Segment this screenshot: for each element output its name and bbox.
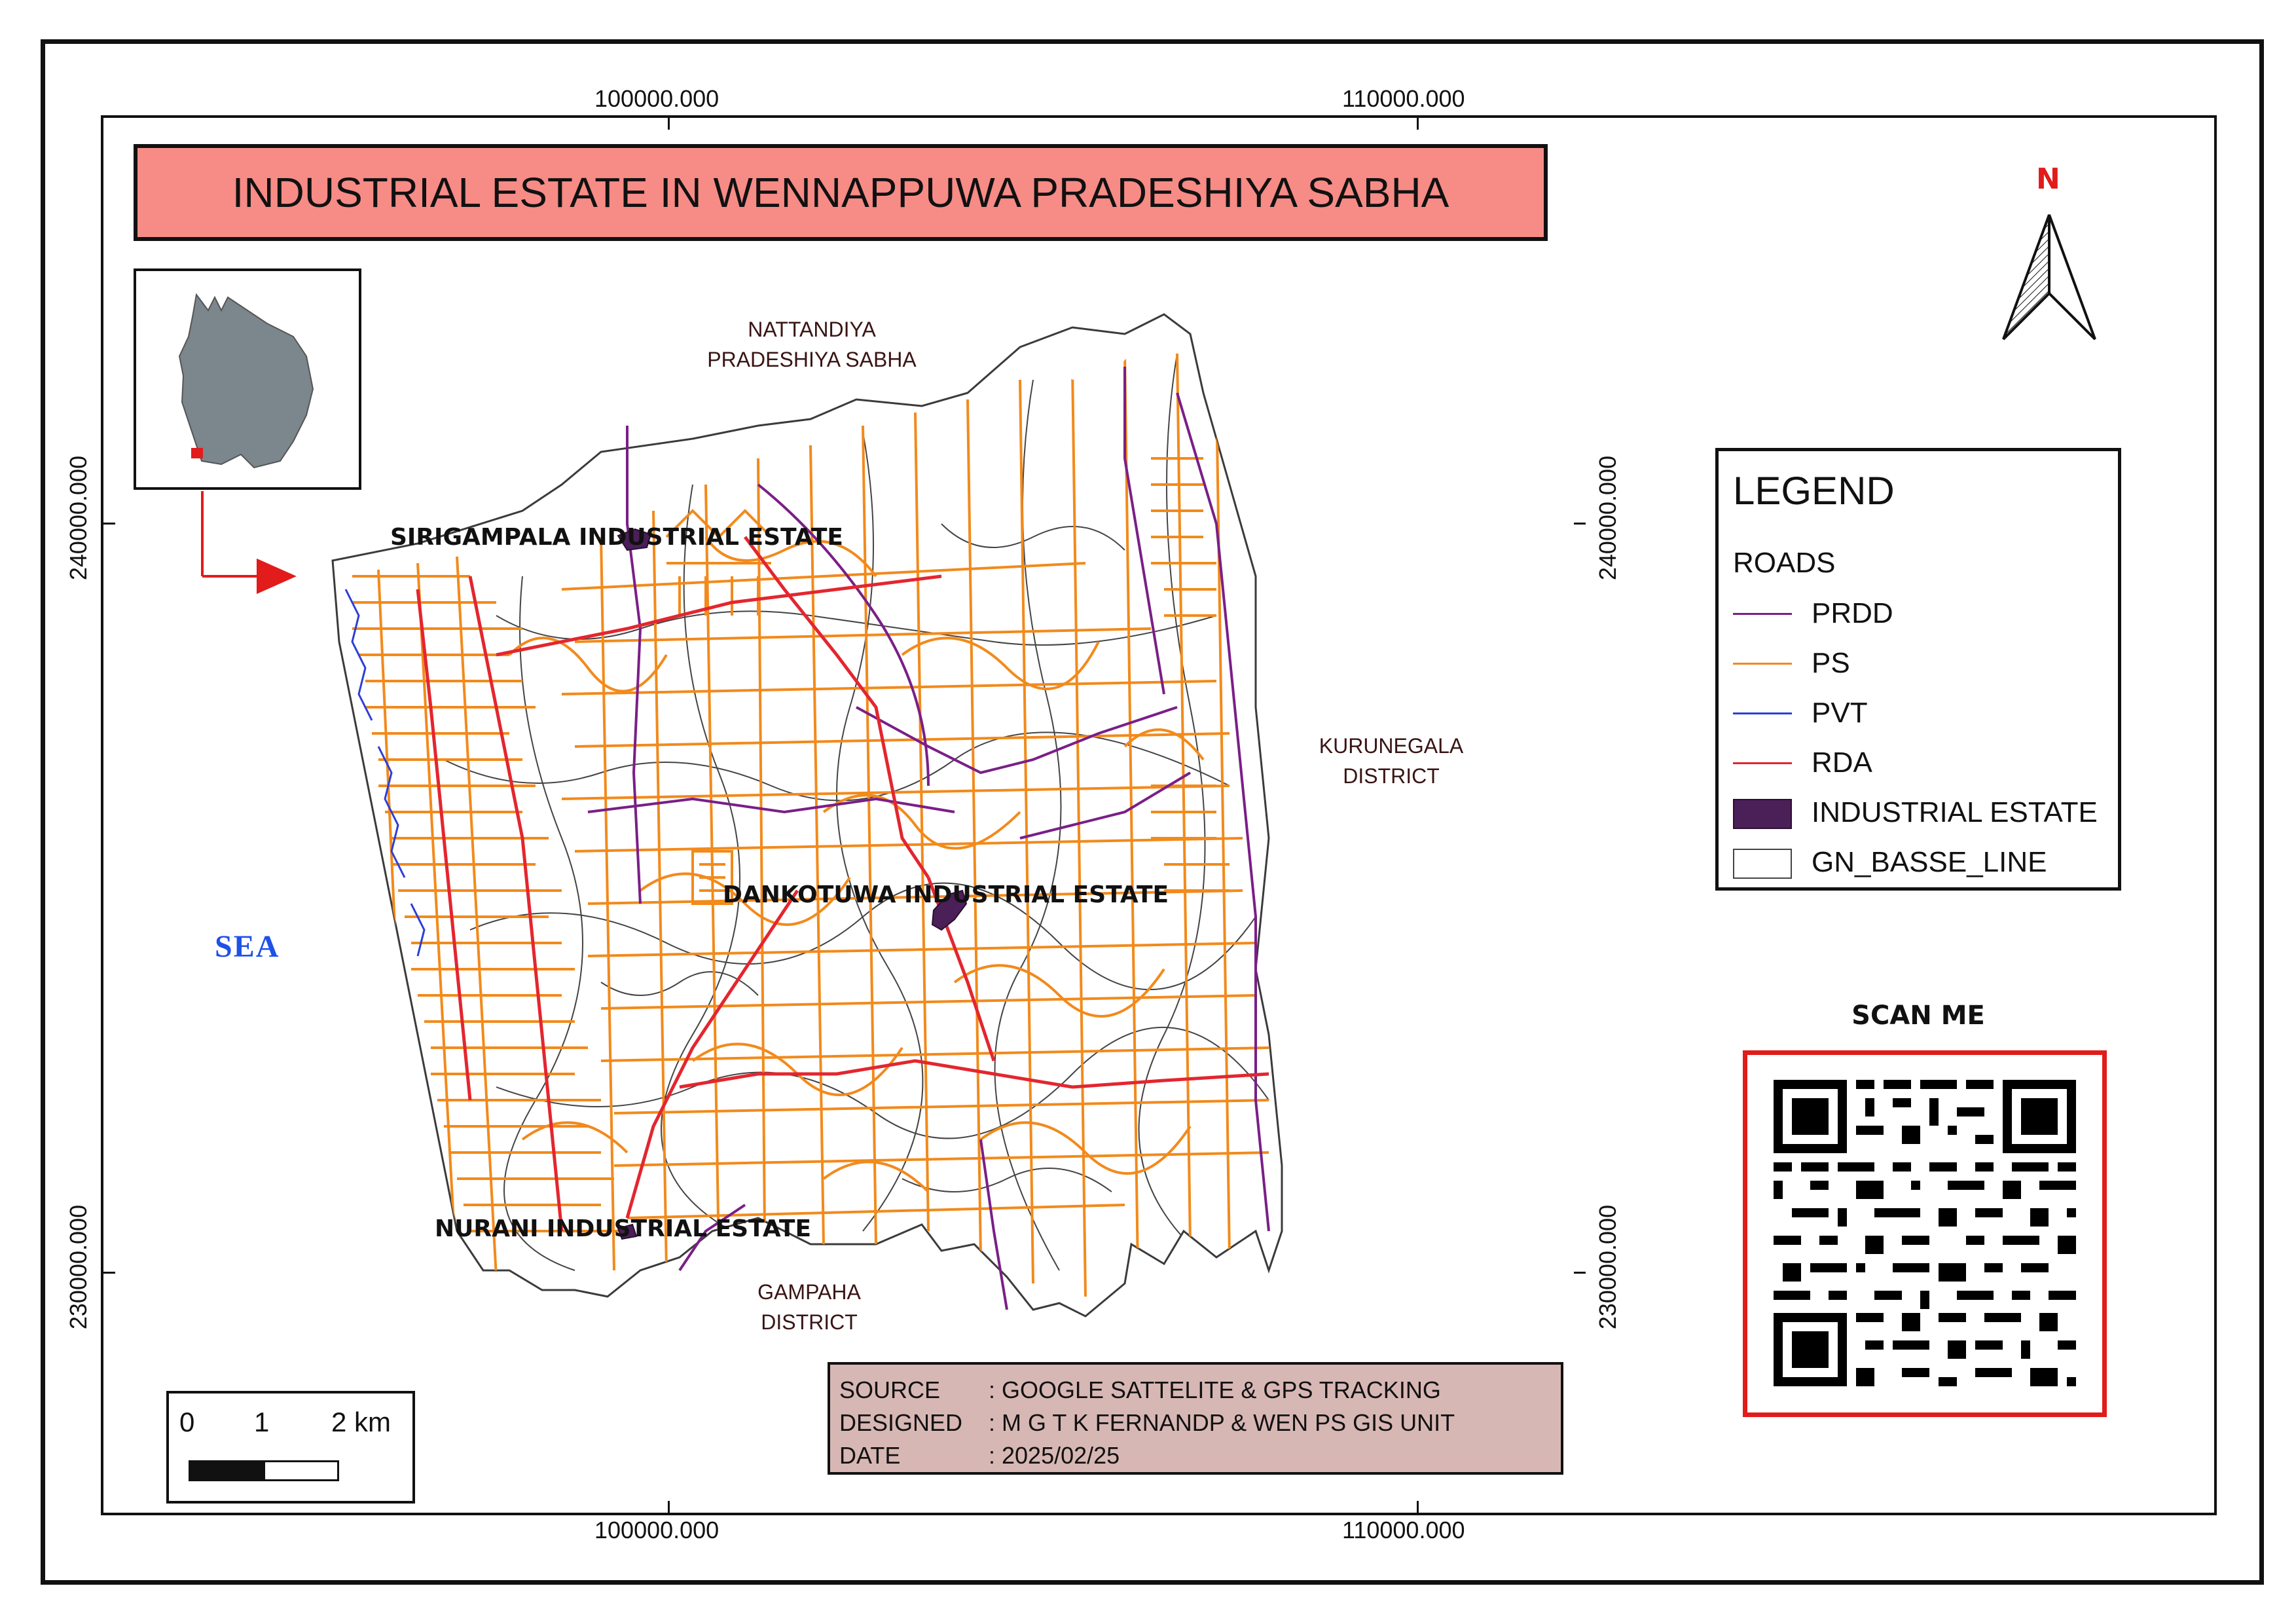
east-line1: KURUNEGALA xyxy=(1319,734,1464,758)
place-label-north xyxy=(681,314,943,375)
legend-symbol-rda xyxy=(1733,747,1792,779)
estate-label-sirigampala: SIRIGAMPALA INDUSTRIAL ESTATE xyxy=(390,524,844,551)
inset-focus-marker xyxy=(191,448,203,458)
legend-item-rda xyxy=(1733,743,1872,783)
tick-bottom-right xyxy=(1417,1501,1419,1513)
designed-key: DESIGNED xyxy=(839,1409,963,1436)
estate-label-nurani: NURANI INDUSTRIAL ESTATE xyxy=(435,1215,812,1242)
scale-segment-white xyxy=(263,1460,339,1481)
tick-right-lower xyxy=(1574,1272,1586,1274)
legend-label-industrial-estate: INDUSTRIAL ESTATE xyxy=(1812,796,2098,828)
qr-title: SCAN ME xyxy=(1851,1001,1985,1031)
south-line1: GAMPAHA xyxy=(757,1280,861,1304)
place-label-east xyxy=(1283,731,1499,791)
tick-left-upper xyxy=(103,523,115,525)
legend-label-prdd: PRDD xyxy=(1812,597,1893,629)
tick-top-left xyxy=(668,118,670,130)
legend-label-rda: RDA xyxy=(1812,747,1872,779)
legend-label-ps: PS xyxy=(1812,647,1850,679)
sea-label: SEA xyxy=(215,929,280,964)
north-line1: NATTANDIYA xyxy=(748,318,876,341)
legend-group-roads: ROADS xyxy=(1733,547,1836,579)
legend-label-gn-base-line: GN_BASSE_LINE xyxy=(1812,846,2047,878)
wennappuwa-boundary xyxy=(333,314,1282,1316)
map-title: INDUSTRIAL ESTATE IN WENNAPPUWA PRADESHIYA SABHA xyxy=(134,144,1548,241)
locator-inset xyxy=(134,268,361,490)
scale-tick-0: 0 xyxy=(179,1407,195,1437)
scale-tick-1: 1 xyxy=(254,1407,270,1437)
inset-pointer xyxy=(202,491,293,592)
legend-item-ps xyxy=(1733,644,1850,683)
grid-label-left-upper: 240000.000 xyxy=(65,455,92,581)
inset-district-shape xyxy=(179,295,313,468)
credits-box xyxy=(828,1362,1563,1475)
grid-label-bottom-left: 100000.000 xyxy=(594,1517,720,1543)
grid-label-bottom-right: 110000.000 xyxy=(1342,1517,1465,1543)
grid-label-top-right: 110000.000 xyxy=(1342,85,1465,112)
legend-symbol-gn-base-line xyxy=(1733,846,1792,879)
estate-label-dankotuwa: DANKOTUWA INDUSTRIAL ESTATE xyxy=(723,881,1169,908)
north-label: N xyxy=(2036,162,2060,196)
legend-symbol-pvt xyxy=(1733,697,1792,729)
legend-symbol-industrial-estate xyxy=(1733,796,1792,829)
source-value: : GOOGLE SATTELITE & GPS TRACKING xyxy=(989,1376,1441,1403)
grid-label-left-lower: 230000.000 xyxy=(65,1204,92,1330)
legend-symbol-ps xyxy=(1733,647,1792,680)
east-line2: DISTRICT xyxy=(1343,764,1440,788)
credits-date xyxy=(839,1439,1552,1472)
grid-label-top-left: 100000.000 xyxy=(594,85,720,112)
scale-tick-2: 2 km xyxy=(331,1407,392,1437)
date-key: DATE xyxy=(839,1442,901,1469)
inset-map xyxy=(136,271,359,487)
qr-code-icon[interactable] xyxy=(1747,1055,2102,1412)
legend-item-gn-base-line xyxy=(1733,843,2047,882)
credits-source xyxy=(839,1374,1552,1407)
legend-item-pvt xyxy=(1733,693,1868,733)
date-value: : 2025/02/25 xyxy=(989,1442,1120,1469)
qr-code-frame[interactable] xyxy=(1743,1050,2107,1417)
grid-label-right-lower: 230000.000 xyxy=(1594,1204,1621,1330)
place-label-south xyxy=(711,1277,907,1337)
north-line2: PRADESHIYA SABHA xyxy=(707,348,917,371)
credits-designed xyxy=(839,1407,1552,1439)
tick-top-right xyxy=(1417,118,1419,130)
grid-label-right-upper: 240000.000 xyxy=(1594,455,1621,581)
legend-title: LEGEND xyxy=(1733,469,1895,513)
tick-bottom-left xyxy=(668,1501,670,1513)
tick-left-lower xyxy=(103,1272,115,1274)
legend-label-pvt: PVT xyxy=(1812,697,1868,729)
south-line2: DISTRICT xyxy=(761,1310,858,1334)
designed-value: : M G T K FERNANDP & WEN PS GIS UNIT xyxy=(989,1409,1455,1436)
tick-right-upper xyxy=(1574,523,1586,525)
legend-item-industrial-estate xyxy=(1733,793,2098,832)
scale-bar xyxy=(166,1391,415,1504)
north-arrow xyxy=(1990,162,2108,359)
scale-segment-black xyxy=(189,1460,263,1481)
legend-symbol-prdd xyxy=(1733,597,1792,630)
source-key: SOURCE xyxy=(839,1376,941,1403)
legend xyxy=(1715,448,2121,891)
legend-item-prdd xyxy=(1733,594,1893,633)
north-arrow-icon xyxy=(1990,208,2108,359)
